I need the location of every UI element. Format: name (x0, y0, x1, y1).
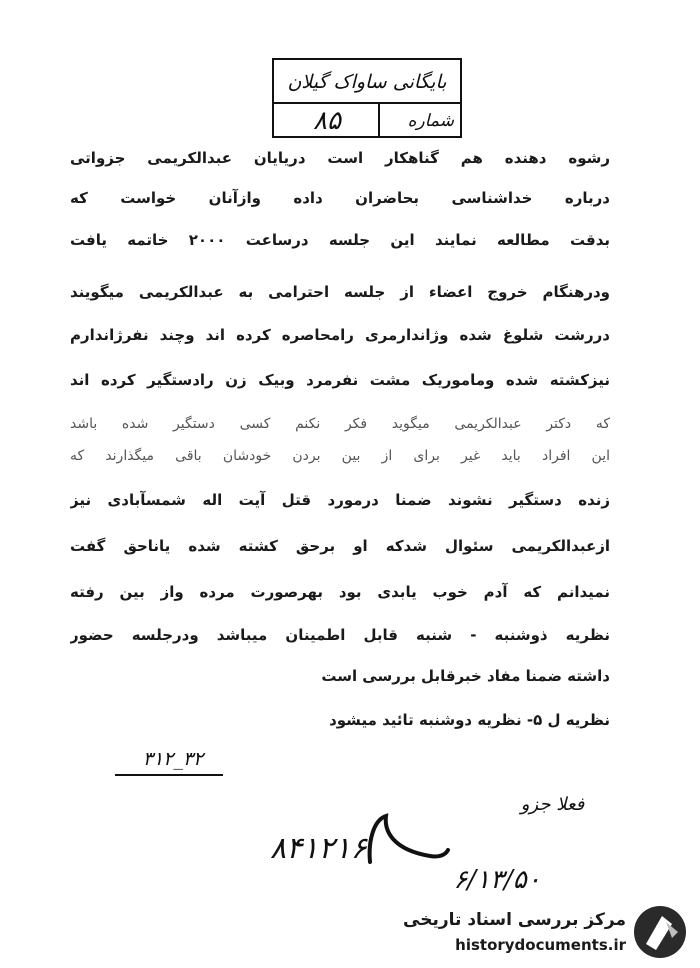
watermark-logo-icon (632, 904, 688, 960)
body-line: این افراد باید غیر برای از بین بردن خودشان باقی میگذارند که (70, 448, 610, 464)
handwritten-number: ۸۴۱۲۱۶ (270, 831, 367, 866)
watermark-url: historydocuments.ir (455, 936, 626, 954)
body-line: نظریه ل ۵- نظریه دوشنبه تائید میشود (329, 711, 610, 729)
body-line: ازعبدالکریمی سئوال شدکه او برحق کشته شده یاناحق گفت (70, 537, 610, 555)
page-reference-underline (115, 774, 223, 776)
body-line: دررشت شلوغ شده وژاندارمری رامحاصره کرده اند وچند نفرژاندارم (70, 326, 610, 344)
stamp-divider (378, 104, 380, 138)
body-line: ودرهنگام خروج اعضاء از جلسه احترامی به عبدالکریمی میگویند (70, 283, 610, 301)
body-line: که دکتر عبدالکریمی میگوید فکر نکنم کسی دستگیر شده باشد (70, 416, 610, 432)
stamp-number-row (274, 104, 460, 138)
archive-stamp (272, 58, 462, 138)
stamp-title: بایگانی ساواک گیلان (274, 60, 460, 104)
body-line: بدقت مطالعه نمایند این جلسه درساعت ۲۰۰۰ خاتمه یافت (70, 231, 610, 249)
stamp-number-label: شماره (407, 111, 454, 131)
body-line: نمیدانم که آدم خوب یابدی بود بهرصورت مرده واز بین رفته (70, 583, 610, 601)
body-line: نظریه ذوشنبه - شنبه قابل اطمینان میباشد ودرجلسه حضور (70, 626, 610, 644)
body-line: رشوه دهنده هم گناهکار است دریایان عبدالکریمی جزواتی (70, 149, 610, 167)
body-line: درباره خداشناسی بحاضران داده وازآنان خواست که (70, 189, 610, 207)
body-line: داشته ضمنا مفاد خبرقابل بررسی است (321, 667, 610, 685)
page-reference: ۳۱۲_۳۲ (142, 748, 204, 770)
handwritten-initials: ۶/۱۳/۵۰ (453, 865, 541, 895)
body-line: زنده دستگیر نشوند ضمنا درمورد قتل آیت اله شمسآبادی نیز (70, 491, 610, 509)
watermark-name: مرکز بررسی اسناد تاریخی (403, 910, 626, 930)
handwritten-note: فعلا جزو (520, 794, 585, 815)
stamp-number: ۸۵ (313, 106, 341, 136)
body-line: نیزکشته شده وماموریک مشت نفرمرد وبیک زن رادستگیر کرده اند (70, 371, 610, 389)
